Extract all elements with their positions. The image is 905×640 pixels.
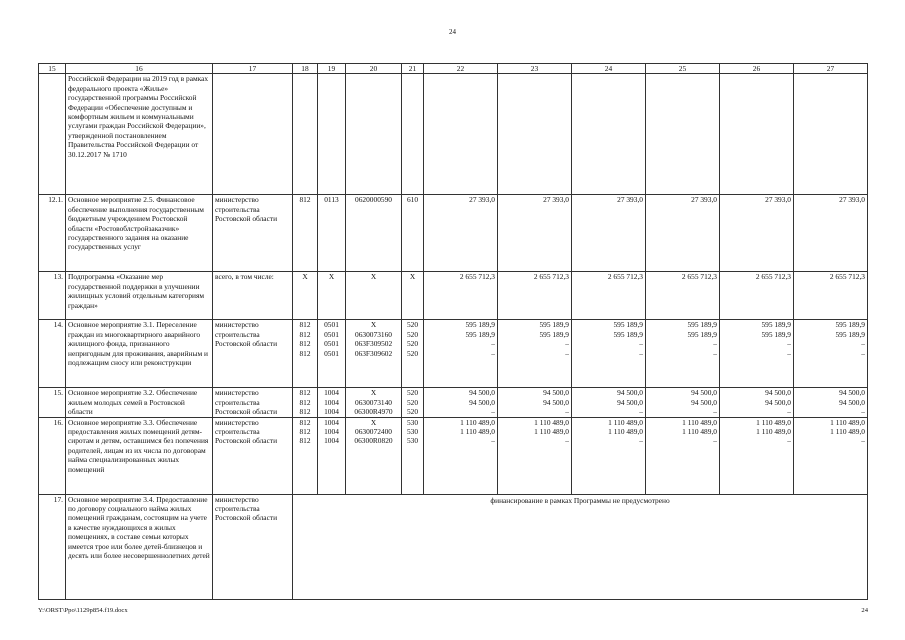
amount-cell-line: 94 500,0 [543, 388, 569, 398]
amount-cell-line: 1 110 489,0 [830, 417, 865, 427]
rzpr-cell-line: 1004 [324, 388, 339, 398]
header-row [39, 64, 868, 74]
amount-cell-line: – [491, 407, 495, 417]
vr-cell-line: 530 [406, 427, 419, 437]
rzpr-cell [318, 417, 346, 494]
amount-cell [498, 320, 572, 388]
amount-cell-line: 1 110 489,0 [682, 417, 717, 427]
page-number-top: 24 [449, 28, 456, 36]
amount-cell-line: 2 655 712,3 [533, 272, 569, 282]
amount-cell-line: 595 189,9 [761, 320, 791, 330]
grbs-cell-line: 812 [299, 397, 311, 407]
amount-cell [720, 272, 794, 320]
vr-cell-line: 530 [406, 436, 419, 446]
grbs-cell [293, 272, 318, 320]
amount-cell-line: – [861, 407, 865, 417]
rzpr-cell [318, 320, 346, 388]
amount-cell-line: 94 500,0 [617, 397, 643, 407]
amount-cell-line: 27 393,0 [543, 195, 569, 205]
amount-cell-line: 27 393,0 [691, 195, 717, 205]
grbs-cell-line: X [302, 272, 308, 282]
amount-cell-line: 94 500,0 [691, 388, 717, 398]
amount-cell-line: – [713, 407, 717, 417]
amount-cell-line: – [787, 436, 791, 446]
amount-cell-line: – [787, 348, 791, 358]
row-number: 17. [39, 494, 66, 599]
vr-cell-line: 520 [406, 407, 419, 417]
row-number [39, 74, 66, 195]
amount-cell-line: 595 189,9 [835, 320, 865, 330]
event-name-cell: Подпрограмма «Оказание мер государственной поддержки в улучшении жилищных условий отдельным категориям граждан» [66, 272, 213, 320]
amount-cell-line: – [861, 339, 865, 349]
csr-cell [346, 417, 402, 494]
amount-cell-line: 1 110 489,0 [534, 417, 569, 427]
grbs-cell-line: 812 [299, 329, 311, 339]
vr-cell [402, 195, 424, 272]
csr-cell-line: X [370, 272, 377, 282]
header-cell: 21 [402, 64, 424, 74]
amount-cell-line: – [639, 339, 643, 349]
amount-cell-line: – [491, 339, 495, 349]
amount-cell-line: 595 189,9 [539, 320, 569, 330]
amount-cell [720, 320, 794, 388]
header-cell: 23 [498, 64, 572, 74]
amount-cell [720, 195, 794, 272]
row-number: 16. [39, 417, 66, 494]
amount-cell [424, 388, 498, 417]
executor-cell: министерство строительства Ростовской области [213, 494, 293, 599]
grbs-cell-line: 812 [299, 339, 311, 349]
event-name-cell: Основное мероприятие 2.5. Финансовое обеспечение выполнения государственным бюджетным учреждением Ростовской области «Ростовоблстройзаказчик» государственного задания на оказание государственных услуг [66, 195, 213, 272]
amount-cell-line: – [713, 348, 717, 358]
row-number: 14. [39, 320, 66, 388]
grbs-cell [293, 195, 318, 272]
amount-cell [572, 417, 646, 494]
vr-cell-line: 520 [406, 348, 419, 358]
amount-cell-line: 1 110 489,0 [608, 427, 643, 437]
amount-cell-line: 2 655 712,3 [681, 272, 717, 282]
csr-cell-line: 06300R4970 [354, 407, 393, 417]
amount-cell-line: 2 655 712,3 [459, 272, 495, 282]
grbs-cell-line: 812 [299, 348, 311, 358]
amount-cell-line: 94 500,0 [543, 397, 569, 407]
csr-cell-line: 06300R0820 [354, 436, 393, 446]
vr-cell-line: 530 [406, 417, 419, 427]
amount-cell [572, 320, 646, 388]
csr-cell-line: 0630072400 [355, 427, 392, 437]
amount-cell [572, 195, 646, 272]
csr-cell-line: X [370, 388, 377, 398]
amount-cell [720, 388, 794, 417]
grbs-cell-line: 812 [299, 320, 311, 330]
event-name-cell: Основное мероприятие 3.2. Обеспечение жильем молодых семей в Ростовской области [66, 388, 213, 417]
amount-cell-line: – [491, 348, 495, 358]
footer-file-path: Y:\ORST\Ppo\1129p854.f19.docx [38, 607, 128, 614]
amount-cell-line: 595 189,9 [613, 320, 643, 330]
amount-cell-line: 27 393,0 [839, 195, 865, 205]
amount-cell-line: – [565, 339, 569, 349]
amount-cell-line: – [861, 436, 865, 446]
header-cell: 24 [572, 64, 646, 74]
vr-cell [402, 388, 424, 417]
amount-cell [498, 417, 572, 494]
grbs-cell-line: 812 [299, 388, 311, 398]
amount-cell-line: – [565, 348, 569, 358]
csr-cell-line: X [370, 417, 377, 427]
rzpr-cell-line: 1004 [324, 417, 339, 427]
amount-cell [572, 388, 646, 417]
amount-cell-line: – [787, 339, 791, 349]
amount-cell [424, 195, 498, 272]
rzpr-cell-line: 0501 [324, 320, 339, 330]
csr-cell-line: 063F309502 [354, 339, 393, 349]
amount-cell-line: 595 189,9 [465, 320, 495, 330]
rzpr-cell [318, 272, 346, 320]
amount-cell [646, 320, 720, 388]
row-number: 15. [39, 388, 66, 417]
amount-cell-line: 94 500,0 [617, 388, 643, 398]
amount-cell-line: 94 500,0 [839, 397, 865, 407]
row-number: 12.1. [39, 195, 66, 272]
vr-cell-line: 610 [406, 195, 419, 205]
row-number: 13. [39, 272, 66, 320]
csr-cell-line: 0620000590 [355, 195, 392, 205]
csr-cell [346, 272, 402, 320]
amount-cell-line: 595 189,9 [539, 329, 569, 339]
amount-cell [424, 320, 498, 388]
grbs-cell-line: 812 [299, 427, 311, 437]
table-row [39, 494, 868, 599]
rzpr-cell-line: 1004 [324, 407, 339, 417]
amount-cell-line: 2 655 712,3 [755, 272, 791, 282]
amount-cell-line: – [639, 348, 643, 358]
amount-cell-line: – [639, 407, 643, 417]
rzpr-cell-line: 1004 [324, 436, 339, 446]
amount-cell-line: – [491, 436, 495, 446]
amount-cell-line: 1 110 489,0 [460, 417, 495, 427]
vr-cell-line: 520 [406, 388, 419, 398]
executor-cell: министерство строительства Ростовской области [213, 195, 293, 272]
amount-cell-line: 94 500,0 [469, 397, 495, 407]
csr-cell-line: 0630073160 [355, 329, 392, 339]
amount-cell-line: – [787, 407, 791, 417]
rzpr-cell-line: 0113 [324, 195, 339, 205]
amount-cell [572, 272, 646, 320]
header-cell: 26 [720, 64, 794, 74]
amount-cell-line: 2 655 712,3 [607, 272, 643, 282]
header-cell: 19 [318, 64, 346, 74]
amount-cell-line: 94 500,0 [765, 388, 791, 398]
amount-cell-line: 595 189,9 [761, 329, 791, 339]
amount-cell-line: 1 110 489,0 [460, 427, 495, 437]
vr-cell-line: 520 [406, 329, 419, 339]
amount-cell-line: 27 393,0 [617, 195, 643, 205]
grbs-cell-line: 812 [299, 195, 311, 205]
amount-cell-line: 595 189,9 [835, 329, 865, 339]
header-cell: 17 [213, 64, 293, 74]
grbs-cell [293, 320, 318, 388]
table-row [39, 320, 868, 388]
amount-cell [424, 417, 498, 494]
vr-cell-line: X [409, 272, 416, 282]
amount-cell-line: – [861, 348, 865, 358]
executor-cell: министерство строительства Ростовской области [213, 417, 293, 494]
event-name-cell: Российской Федерации на 2019 год в рамках федерального проекта «Жилье» государственной программы Российской Федерации «Обеспечение доступным и комфортным жильем и коммунальными услугами граждан Российской Федерации», утвержденной постановлением Правительства Российской Федерации от 30.12.2017 № 1710 [66, 74, 213, 195]
amount-cell-line: 595 189,9 [465, 329, 495, 339]
amount-cell [646, 272, 720, 320]
rzpr-cell [318, 195, 346, 272]
table-row [39, 417, 868, 494]
executor-cell: министерство строительства Ростовской области [213, 388, 293, 417]
event-name-cell: Основное мероприятие 3.3. Обеспечение предоставления жилых помещений детям-сиротам и детям, оставшимся без попечения родителей, лицам из их числа по договорам найма специализированных жилых помещений [66, 417, 213, 494]
amount-cell-line: – [713, 436, 717, 446]
vr-cell-line: 520 [406, 397, 419, 407]
rzpr-cell-line: 0501 [324, 339, 339, 349]
header-cell: 25 [646, 64, 720, 74]
page-footer [38, 607, 868, 614]
grbs-cell [293, 388, 318, 417]
amount-cell [646, 388, 720, 417]
amount-cell-line: 94 500,0 [839, 388, 865, 398]
csr-cell [346, 388, 402, 417]
amount-cell [720, 417, 794, 494]
grbs-cell-line: 812 [299, 436, 311, 446]
amount-cell-line: 1 110 489,0 [534, 427, 569, 437]
vr-cell [402, 417, 424, 494]
vr-cell-line: 520 [406, 320, 419, 330]
event-name-cell: Основное мероприятие 3.4. Предоставление по договору социального найма жилых помещений гражданам, состоящим на учете в качестве нуждающихся в жилых помещениях, в составе семьи которых имеется трое или более детей-близнецов и десять или более несовершеннолетних детей [66, 494, 213, 599]
amount-cell [424, 272, 498, 320]
vr-cell [402, 320, 424, 388]
amount-cell-line: 1 110 489,0 [756, 427, 791, 437]
table-row [39, 272, 868, 320]
grbs-cell [293, 417, 318, 494]
grbs-cell-line: 812 [299, 407, 311, 417]
amount-cell [794, 417, 868, 494]
amount-cell [794, 388, 868, 417]
rzpr-cell-line: 1004 [324, 397, 339, 407]
amount-cell-line: – [565, 407, 569, 417]
budget-table [38, 63, 868, 600]
executor-cell: всего, в том числе: [213, 272, 293, 320]
amount-cell-line: 94 500,0 [469, 388, 495, 398]
amount-cell [646, 417, 720, 494]
header-cell: 15 [39, 64, 66, 74]
amount-cell [498, 195, 572, 272]
amount-cell [794, 272, 868, 320]
csr-cell-line: 063F309602 [354, 348, 393, 358]
rzpr-cell-line: X [328, 272, 335, 282]
vr-cell-line: 520 [406, 339, 419, 349]
csr-cell-line: X [370, 320, 377, 330]
amount-cell-line: 595 189,9 [613, 329, 643, 339]
amount-cell [794, 195, 868, 272]
rzpr-cell [318, 388, 346, 417]
csr-cell-line: 0630073140 [355, 397, 392, 407]
amount-cell [646, 195, 720, 272]
amount-cell-line: 27 393,0 [469, 195, 495, 205]
amount-cell [498, 388, 572, 417]
header-cell: 16 [66, 64, 213, 74]
amount-cell [794, 320, 868, 388]
csr-cell [346, 195, 402, 272]
amount-cell-line: 1 110 489,0 [608, 417, 643, 427]
amount-cell-line: 1 110 489,0 [682, 427, 717, 437]
amount-cell-line: 94 500,0 [691, 397, 717, 407]
table-row [39, 388, 868, 417]
rzpr-cell-line: 1004 [324, 427, 339, 437]
vr-cell [402, 272, 424, 320]
amount-cell-line: 1 110 489,0 [830, 427, 865, 437]
header-cell: 18 [293, 64, 318, 74]
amount-cell-line: 595 189,9 [687, 329, 717, 339]
executor-cell: министерство строительства Ростовской области [213, 320, 293, 388]
continuation-row [39, 74, 868, 195]
amount-cell-line: 27 393,0 [765, 195, 791, 205]
amount-cell-line: – [565, 436, 569, 446]
page-number-bottom: 24 [861, 607, 868, 614]
event-name-cell: Основное мероприятие 3.1. Переселение граждан из многоквартирного аварийного жилищного фонда, признанного непригодным для проживания, аварийным и подлежащим сносу или реконструкции [66, 320, 213, 388]
amount-cell-line: 595 189,9 [687, 320, 717, 330]
amount-cell-line: – [713, 339, 717, 349]
amount-cell-line: 1 110 489,0 [756, 417, 791, 427]
table-row [39, 195, 868, 272]
grbs-cell-line: 812 [299, 417, 311, 427]
amount-cell-line: 2 655 712,3 [829, 272, 865, 282]
rzpr-cell-line: 0501 [324, 348, 339, 358]
amount-cell [498, 272, 572, 320]
amount-cell-line: – [639, 436, 643, 446]
rzpr-cell-line: 0501 [324, 329, 339, 339]
csr-cell [346, 320, 402, 388]
header-cell: 27 [794, 64, 868, 74]
amount-cell-line: 94 500,0 [765, 397, 791, 407]
header-cell: 20 [346, 64, 402, 74]
header-cell: 22 [424, 64, 498, 74]
funding-note: финансирование в рамках Программы не предусмотрено [293, 494, 868, 599]
